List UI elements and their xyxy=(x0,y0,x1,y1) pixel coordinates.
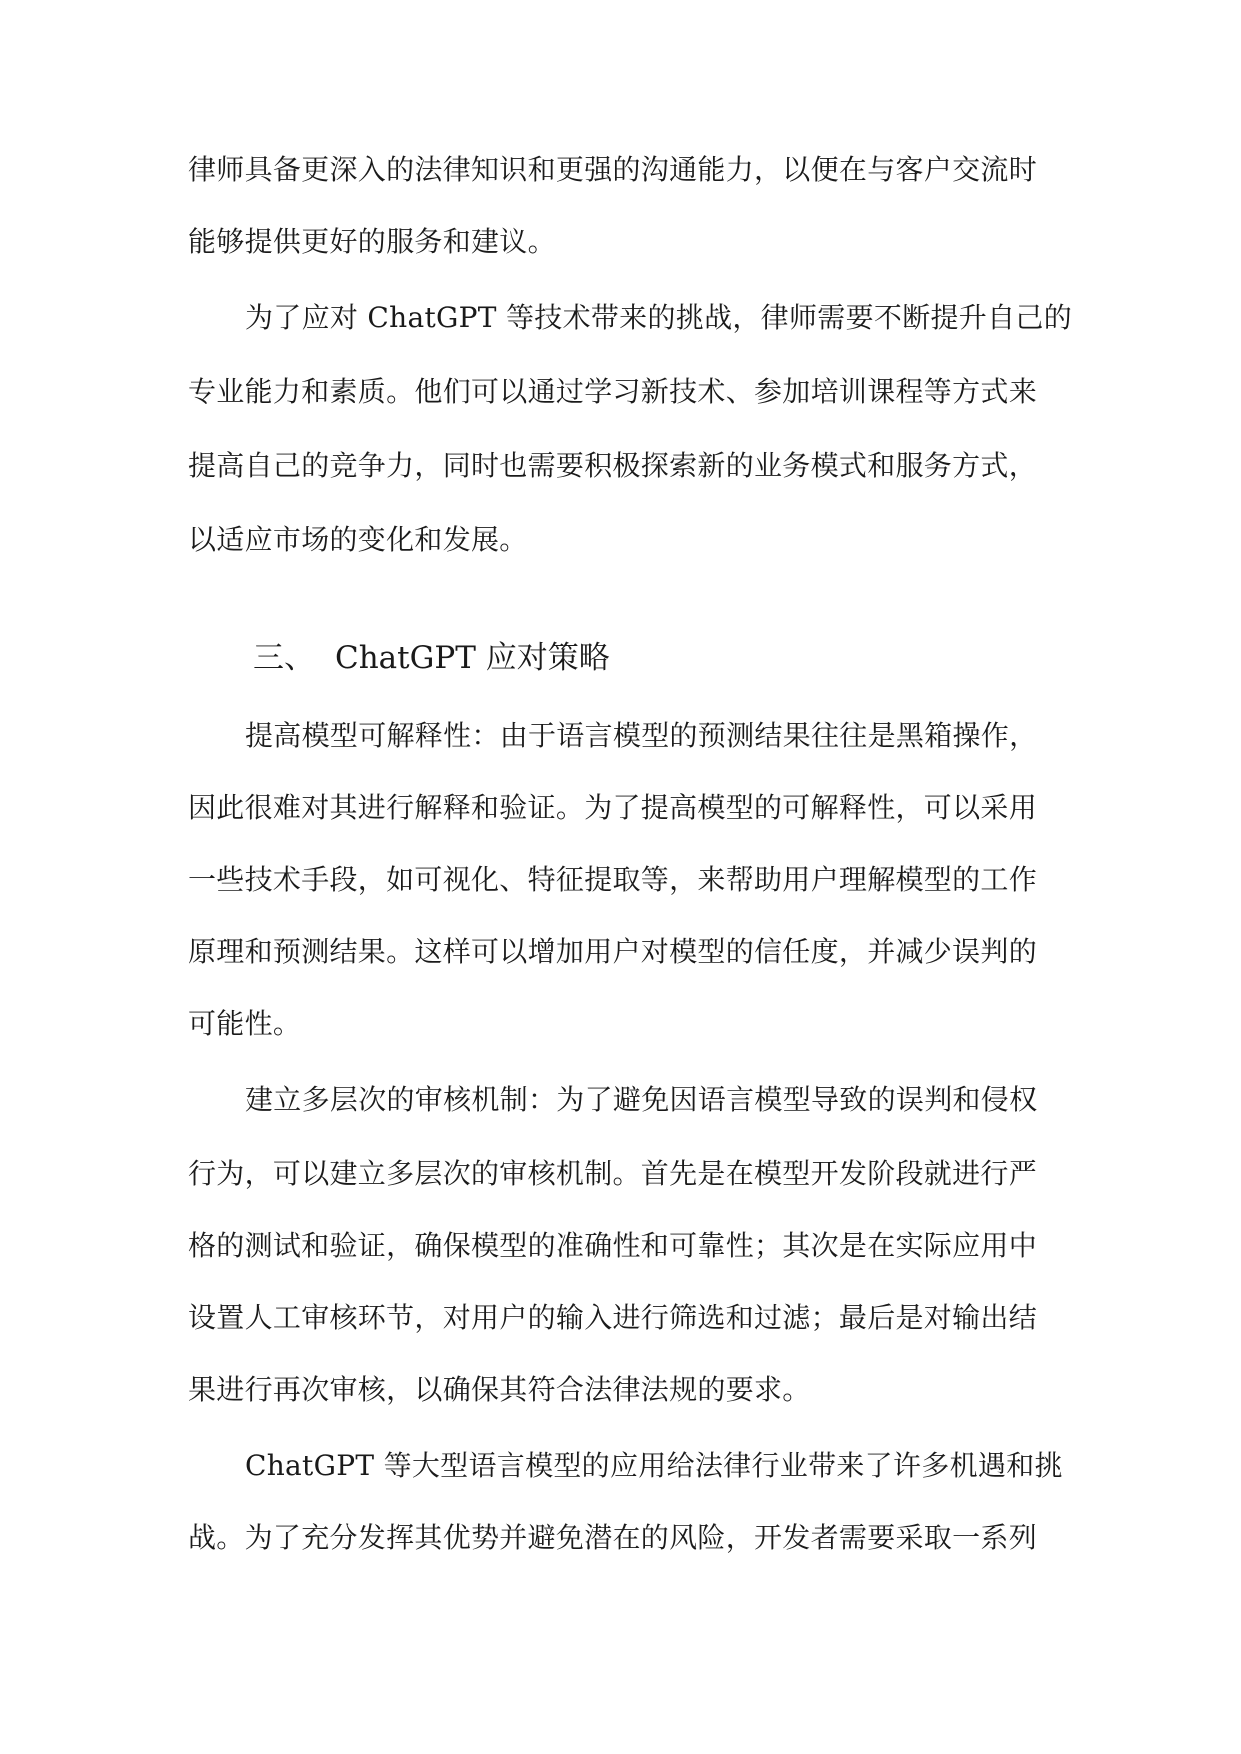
paragraph-line: 提高自己的竞争力，同时也需要积极探索新的业务模式和服务方式， xyxy=(188,449,1038,482)
paragraph-line: 一些技术手段，如可视化、特征提取等，来帮助用户理解模型的工作 xyxy=(188,863,1038,896)
paragraph-line: 原理和预测结果。这样可以增加用户对模型的信任度，并减少误判的 xyxy=(188,935,1038,968)
paragraph-line: 因此很难对其进行解释和验证。为了提高模型的可解释性，可以采用 xyxy=(188,791,1038,824)
paragraph-line: 以适应市场的变化和发展。 xyxy=(188,523,528,556)
paragraph-line: 专业能力和素质。他们可以通过学习新技术、参加培训课程等方式来 xyxy=(188,375,1038,408)
paragraph-line: 果进行再次审核，以确保其符合法律法规的要求。 xyxy=(188,1373,811,1406)
paragraph-line: 提高模型可解释性：由于语言模型的预测结果往往是黑箱操作， xyxy=(245,719,1038,752)
paragraph-line: 能够提供更好的服务和建议。 xyxy=(188,225,556,258)
section-heading xyxy=(253,636,610,680)
section-number: 三、 xyxy=(253,640,315,676)
section-title: ChatGPT 应对策略 xyxy=(335,640,610,676)
paragraph-line: 可能性。 xyxy=(188,1007,302,1040)
paragraph-line: 为了应对 ChatGPT 等技术带来的挑战，律师需要不断提升自己的 xyxy=(245,301,1072,334)
paragraph-line: 行为，可以建立多层次的审核机制。首先是在模型开发阶段就进行严 xyxy=(188,1157,1038,1190)
paragraph-line: 设置人工审核环节，对用户的输入进行筛选和过滤；最后是对输出结 xyxy=(188,1301,1038,1334)
paragraph-line: ChatGPT 等大型语言模型的应用给法律行业带来了许多机遇和挑 xyxy=(245,1449,1063,1482)
paragraph-line: 建立多层次的审核机制：为了避免因语言模型导致的误判和侵权 xyxy=(245,1083,1038,1116)
paragraph-line: 律师具备更深入的法律知识和更强的沟通能力，以便在与客户交流时 xyxy=(188,153,1038,186)
paragraph-line: 格的测试和验证，确保模型的准确性和可靠性；其次是在实际应用中 xyxy=(188,1229,1038,1262)
paragraph-line: 战。为了充分发挥其优势并避免潜在的风险，开发者需要采取一系列 xyxy=(188,1521,1038,1554)
